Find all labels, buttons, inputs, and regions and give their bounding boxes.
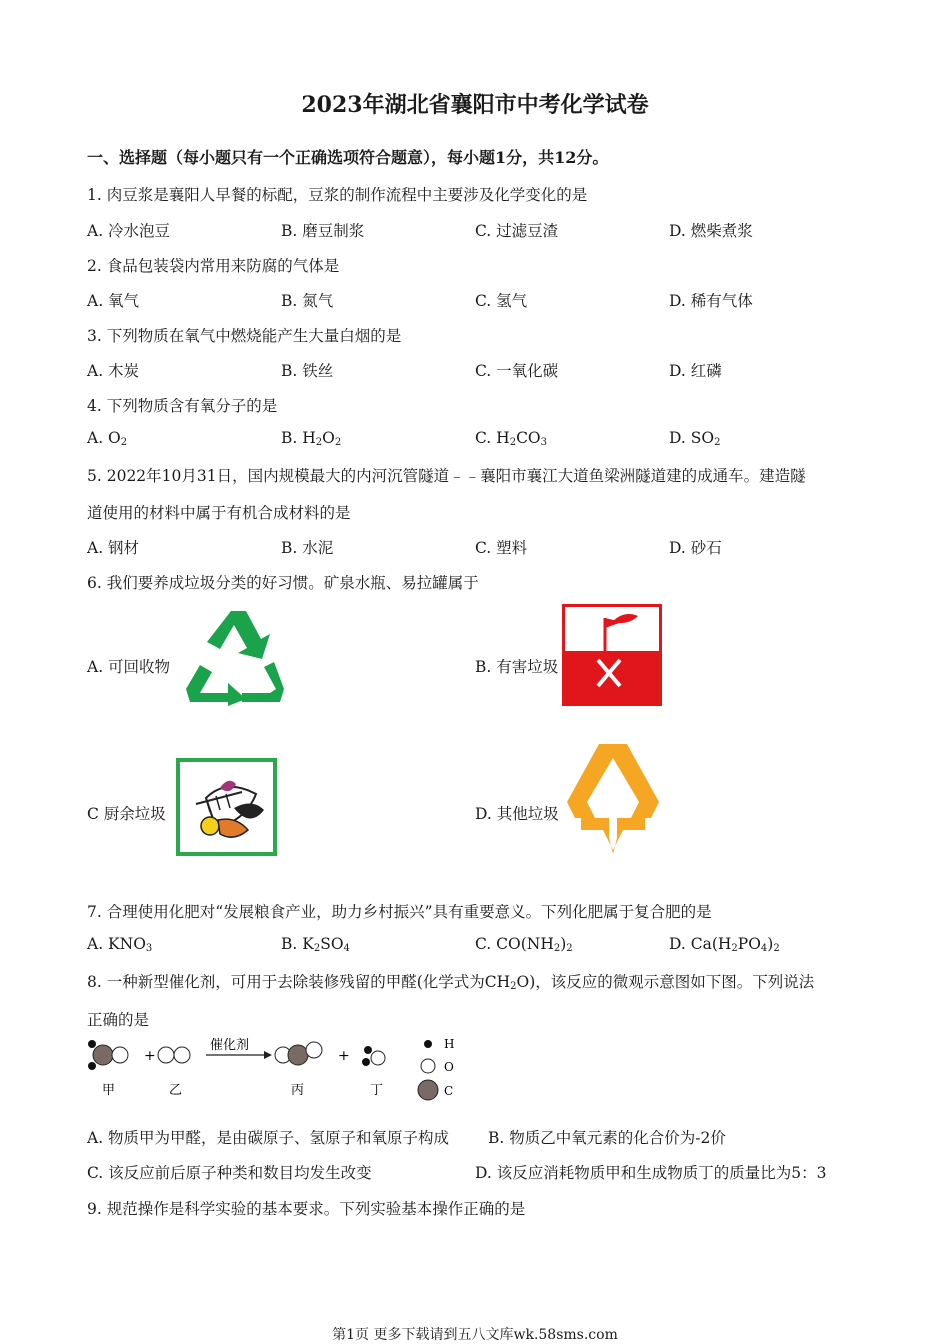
page-footer: 第1页 更多下载请到五八文库wk.58sms.com: [332, 1327, 618, 1343]
hazardous-waste-icon: [562, 604, 662, 706]
label-bing: 丙: [291, 1083, 305, 1098]
plus-sign: +: [338, 1048, 350, 1064]
legend-o-atom: [421, 1059, 435, 1073]
legend-c-atom: [418, 1080, 438, 1100]
q2-option-a: A. 氧气: [87, 292, 140, 310]
molecule-yi: [158, 1047, 190, 1063]
q5-option-a: A. 钢材: [87, 539, 140, 557]
q1-option-a: A. 冷水泡豆: [87, 222, 171, 240]
question-6-stem: 6. 我们要养成垃圾分类的好习惯。矿泉水瓶、易拉罐属于: [87, 574, 479, 592]
q3-option-b: B. 铁丝: [281, 362, 334, 380]
q8-option-a: A. 物质甲为甲醛，是由碳原子、氢原子和氧原子构成: [87, 1129, 450, 1147]
other-waste-icon: [563, 742, 663, 857]
q1-option-d: D. 燃柴煮浆: [669, 222, 753, 240]
kitchen-waste-icon: [176, 758, 277, 856]
q2-option-b: B. 氮气: [281, 292, 334, 310]
question-5-stem-line2: 道使用的材料中属于有机合成材料的是: [87, 504, 351, 522]
q8-option-c: C. 该反应前后原子种类和数目均发生改变: [87, 1164, 372, 1182]
q7-option-d: D. $Ca(H_2PO_4)_2$: [669, 935, 780, 954]
question-5-stem-line1: 5. 2022年10月31日，国内规模最大的内河沉管隧道﹣﹣襄阳市襄江大道鱼梁洲隧道建的成通车。建造隧: [87, 467, 806, 485]
q7-option-b: B. $K_2SO_4$: [281, 935, 350, 954]
q1-option-b: B. 磨豆制浆: [281, 222, 365, 240]
label-ding: 丁: [370, 1083, 384, 1098]
question-3-stem: 3. 下列物质在氧气中燃烧能产生大量白烟的是: [87, 327, 402, 345]
label-yi: 乙: [169, 1083, 183, 1098]
q5-option-c: C. 塑料: [475, 539, 528, 557]
q8-option-b: B. 物质乙中氧元素的化合价为-2价: [488, 1129, 726, 1147]
molecule-jia: [88, 1040, 128, 1070]
legend-h: H: [444, 1037, 455, 1051]
q4-option-c: C. $H_2CO_3$: [475, 429, 548, 448]
section-heading: 一、选择题（每小题只有一个正确选项符合题意），每小题1分，共12分。: [87, 148, 609, 167]
q2-option-c: C. 氢气: [475, 292, 528, 310]
question-7-stem: 7. 合理使用化肥对“发展粮食产业，助力乡村振兴”具有重要意义。下列化肥属于复合肥的是: [87, 903, 712, 921]
q6-option-d: D. 其他垃圾: [475, 805, 559, 823]
molecule-ding: [362, 1046, 385, 1066]
q3-option-d: D. 红磷: [669, 362, 722, 380]
q8-option-d: D. 该反应消耗物质甲和生成物质丁的质量比为5：3: [475, 1164, 827, 1182]
q7-option-c: C. $CO(NH_2)_2$: [475, 935, 573, 954]
legend-o: O: [444, 1060, 454, 1074]
q4-option-b: B. $H_2O_2$: [281, 429, 342, 448]
recycle-icon: [176, 607, 286, 707]
q7-option-a: A. $KNO_3$: [87, 935, 153, 954]
legend-c: C: [444, 1084, 454, 1098]
question-8-stem-line2: 正确的是: [87, 1011, 150, 1029]
label-jia: 甲: [102, 1083, 116, 1098]
q5-option-d: D. 砂石: [669, 539, 722, 557]
page-title: 2023年湖北省襄阳市中考化学试卷: [301, 92, 649, 118]
q4-option-d: D. $SO_2$: [669, 429, 721, 448]
question-4-stem: 4. 下列物质含有氧分子的是: [87, 397, 278, 415]
question-1-stem: 1. 肉豆浆是襄阳人早餐的标配，豆浆的制作流程中主要涉及化学变化的是: [87, 186, 588, 204]
plus-sign: +: [144, 1048, 156, 1064]
reaction-micro-diagram: [84, 1032, 464, 1104]
question-9-stem: 9. 规范操作是科学实验的基本要求。下列实验基本操作正确的是: [87, 1200, 526, 1218]
q3-option-a: A. 木炭: [87, 362, 140, 380]
q2-option-d: D. 稀有气体: [669, 292, 753, 310]
catalyst-label: 催化剂: [210, 1038, 250, 1053]
q6-option-c: C 厨余垃圾: [87, 805, 166, 823]
q5-option-b: B. 水泥: [281, 539, 334, 557]
q4-option-a: A. $O_2$: [87, 429, 128, 448]
q1-option-c: C. 过滤豆渣: [475, 222, 559, 240]
question-8-stem-line1: 8. 一种新型催化剂，可用于去除装修残留的甲醛(化学式为$CH_2O$)，该反应的微观示意图如下图。下列说法: [87, 973, 815, 992]
molecule-bing: [275, 1042, 322, 1065]
question-2-stem: 2. 食品包装袋内常用来防腐的气体是: [87, 257, 340, 275]
q3-option-c: C. 一氧化碳: [475, 362, 559, 380]
q6-option-b: B. 有害垃圾: [475, 658, 559, 676]
q6-option-a: A. 可回收物: [87, 658, 171, 676]
legend-h-atom: [424, 1040, 432, 1048]
